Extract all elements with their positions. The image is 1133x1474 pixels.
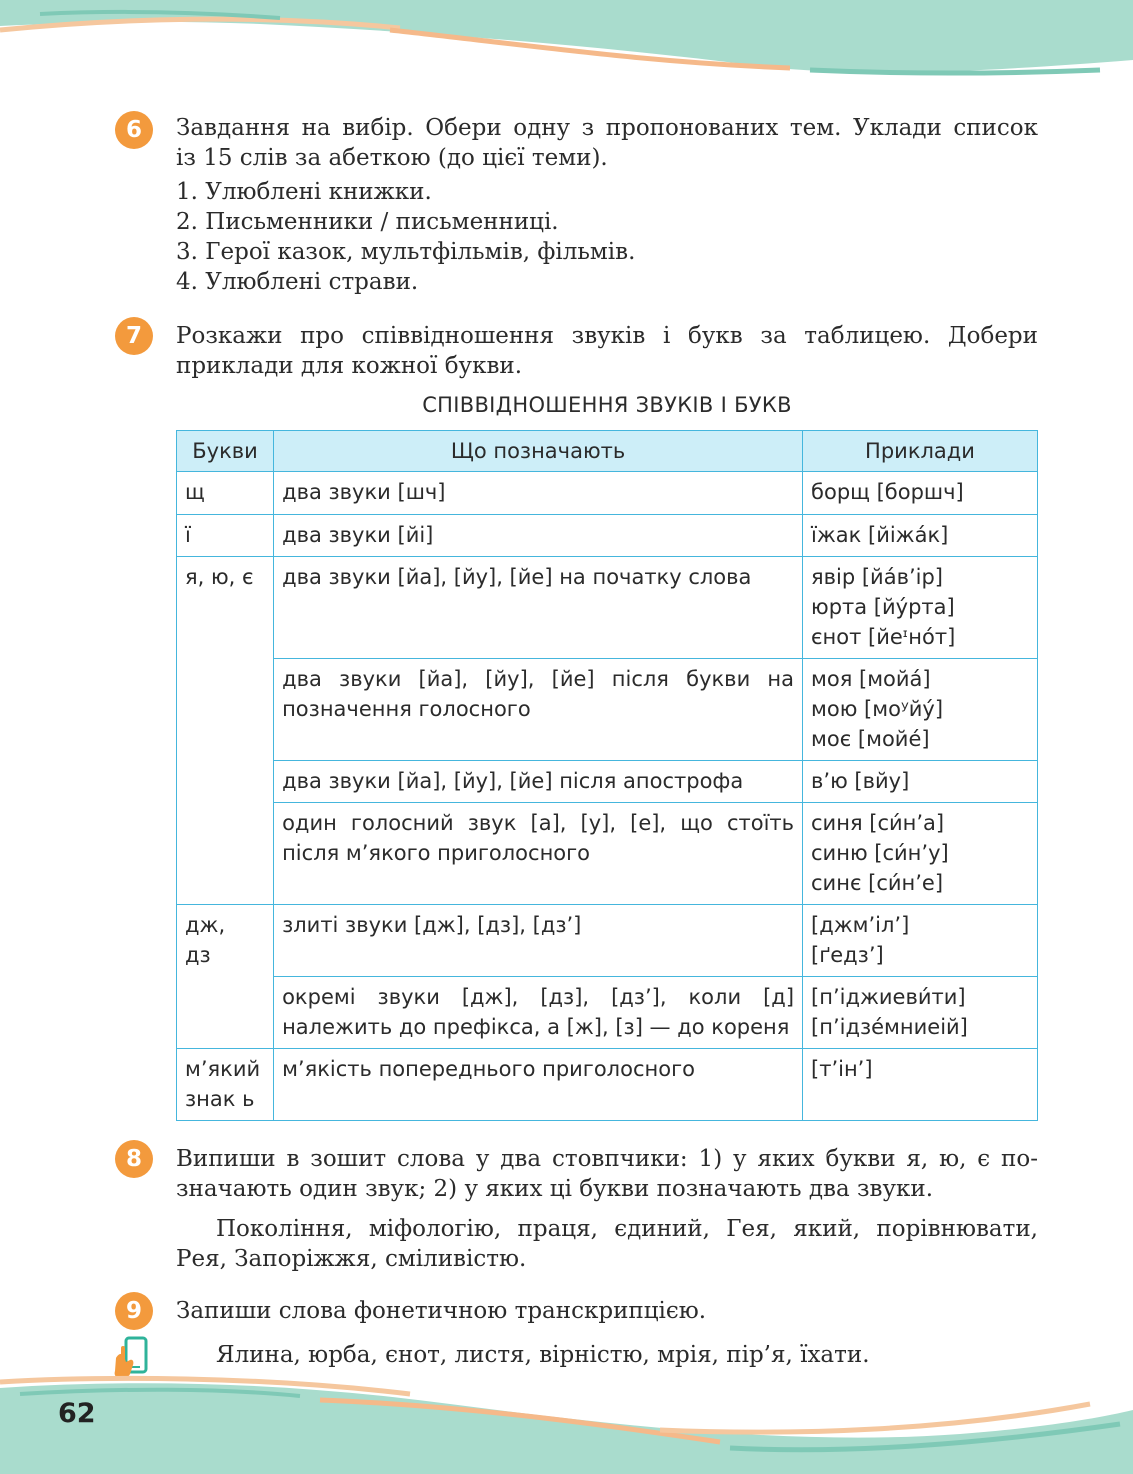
example: синє [си́н’е] (811, 871, 944, 895)
task-9-words: Ялина, юрба, єнот, листя, вірністю, мрія, пір’я, їхати. (216, 1342, 870, 1368)
header-meaning: Що позначають (274, 431, 803, 472)
task-7-text-line2: приклади для кожної букви. (176, 353, 523, 379)
example: [п’іджиеви́ти] (811, 985, 966, 1009)
meaning-cell: два звуки [йа], [йу], [йе] після букви на позначення голосного (274, 659, 803, 761)
task-8 (176, 1144, 1038, 1274)
header-examples: Приклади (803, 431, 1038, 472)
meaning-cell: два звуки [йа], [йу], [йе] після апострофа (274, 761, 803, 803)
table-row (177, 472, 1038, 515)
example: явір [йа́в’ір] (811, 565, 943, 589)
table-row (177, 803, 1038, 905)
task-7 (176, 321, 1038, 381)
examples-cell (803, 803, 1038, 905)
meaning-cell: м’якість попереднього приголосного (274, 1049, 803, 1121)
task-8-badge: 8 (115, 1140, 153, 1178)
top-wave-decoration (0, 0, 1133, 120)
task-9-badge: 9 (115, 1292, 153, 1330)
task-7-badge: 7 (115, 317, 153, 355)
meaning-cell: злиті звуки [дж], [дз], [дз’] (274, 905, 803, 977)
examples-cell (803, 472, 1038, 515)
letter-cell: дж, дз (177, 905, 274, 1049)
task-7-text-line1: Розкажи про співвідношення звуків і букв за таблицею. Добери (176, 323, 1038, 349)
bottom-wave-decoration (0, 1370, 1133, 1474)
example: їжак [йіжа́к] (811, 523, 949, 547)
example: синя [си́н’а] (811, 811, 945, 835)
list-item: 3. Герої казок, мультфільмів, фільмів. (176, 239, 636, 265)
sounds-letters-table (176, 430, 1038, 1121)
example: синю [си́н’у] (811, 841, 949, 865)
example: [т’ін’] (811, 1057, 873, 1081)
example: моє [мойе́] (811, 727, 930, 751)
meaning-cell: два звуки [йа], [йу], [йе] на початку слова (274, 557, 803, 659)
example: моя [мойа́] (811, 667, 931, 691)
example: борщ [боршч] (811, 480, 964, 504)
task-6-text-line2: із 15 слів за абеткою (до цієї теми). (176, 145, 608, 171)
table-row (177, 659, 1038, 761)
example: в’ю [вйу] (811, 769, 910, 793)
meaning-cell: один голосний звук [а], [у], [е], що стоїть після м’якого приголосного (274, 803, 803, 905)
meaning-cell: два звуки [йі] (274, 515, 803, 557)
task-6-text-line1: Завдання на вибір. Обери одну з пропонованих тем. Уклади список (176, 115, 1038, 141)
header-letters: Букви (177, 431, 274, 472)
list-item: 1. Улюблені книжки. (176, 179, 432, 205)
examples-cell (803, 761, 1038, 803)
examples-cell (803, 557, 1038, 659)
task-8-text-line2: значають один звук; 2) у яких ці букви позначають два звуки. (176, 1176, 934, 1202)
list-item: 4. Улюблені страви. (176, 269, 419, 295)
table-row (177, 761, 1038, 803)
table-header-row (177, 431, 1038, 472)
example: [п’ідзе́мниеій] (811, 1015, 968, 1039)
table-row (177, 905, 1038, 977)
table-row (177, 1049, 1038, 1121)
example: [джм’іл’] (811, 913, 910, 937)
page-number: 62 (58, 1398, 96, 1429)
examples-cell (803, 659, 1038, 761)
letter-cell: ї (177, 515, 274, 557)
task-9 (176, 1296, 1038, 1370)
example: мою [моʸйу́] (811, 697, 944, 721)
meaning-cell: окремі звуки [дж], [дз], [дз’], коли [д] належить до префікса, а [ж], [з] — до кореня (274, 977, 803, 1049)
task-6 (176, 113, 1038, 297)
letter-cell: м’який знак ь (177, 1049, 274, 1121)
table-row (177, 515, 1038, 557)
examples-cell (803, 1049, 1038, 1121)
table-row (177, 977, 1038, 1049)
example: [ґедз’] (811, 943, 884, 967)
table-title: СПІВВІДНОШЕННЯ ЗВУКІВ І БУКВ (422, 393, 792, 417)
example: юрта [йу́рта] (811, 595, 955, 619)
examples-cell (803, 905, 1038, 977)
task-8-text-line1: Випиши в зошит слова у два стовпчики: 1) у яких букви я, ю, є по- (176, 1146, 1038, 1172)
examples-cell (803, 977, 1038, 1049)
examples-cell (803, 515, 1038, 557)
letter-cell: я, ю, є (177, 557, 274, 905)
letter-cell: щ (177, 472, 274, 515)
list-item: 2. Письменники / письменниці. (176, 209, 559, 235)
task-8-words-line2: Рея, Запоріжжя, сміливістю. (176, 1246, 527, 1272)
task-9-text: Запиши слова фонетичною транскрипцією. (176, 1298, 707, 1324)
task-6-topics-list (176, 177, 1038, 297)
task-8-words-line1: Покоління, міфологію, праця, єдиний, Гея, який, порівнювати, (216, 1216, 1038, 1242)
example: єнот [йеᶦно́т] (811, 625, 956, 649)
task-6-badge: 6 (115, 111, 153, 149)
table-row (177, 557, 1038, 659)
meaning-cell: два звуки [шч] (274, 472, 803, 515)
